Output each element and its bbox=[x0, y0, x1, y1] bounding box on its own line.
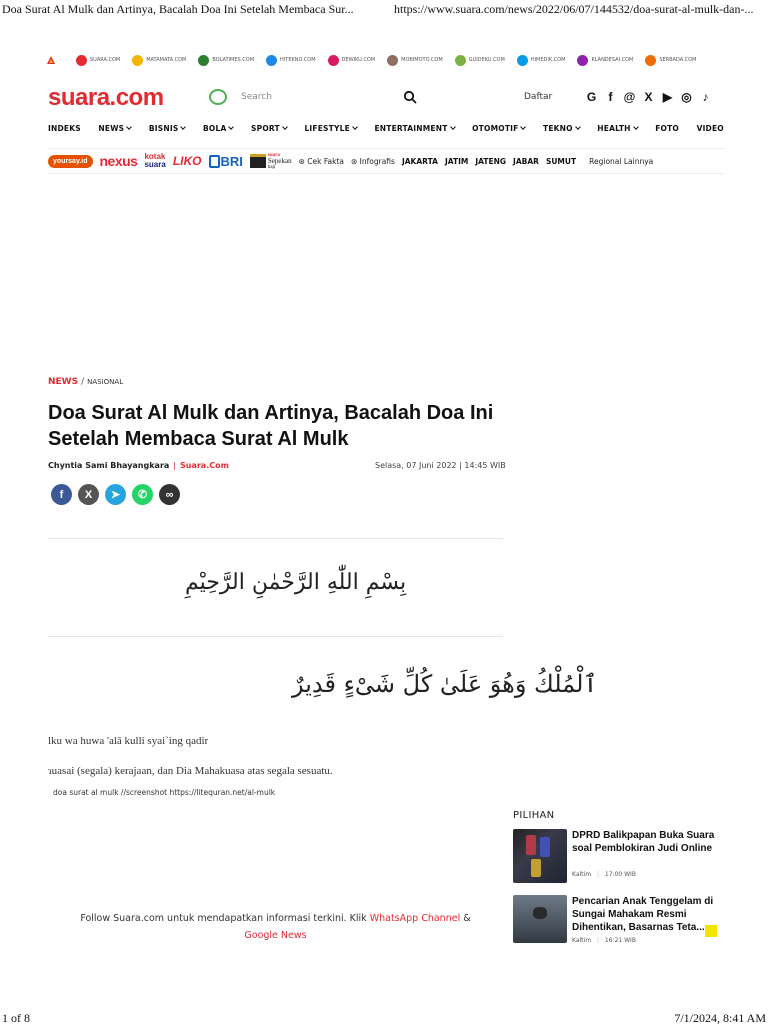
nav-item-lifestyle[interactable] bbox=[304, 124, 356, 133]
nav-item-indeks[interactable] bbox=[48, 124, 81, 133]
pilihan-meta bbox=[572, 871, 636, 878]
sepekan-haji-line3: haji bbox=[267, 164, 276, 170]
byline bbox=[48, 461, 229, 470]
network-logo-icon[interactable] bbox=[46, 55, 56, 65]
nav-item-label: LIFESTYLE bbox=[304, 124, 350, 133]
pilihan-time: 17:00 WIB bbox=[604, 871, 636, 878]
bri-logo-text: BRI bbox=[220, 153, 243, 169]
meta-separator: | bbox=[596, 937, 599, 943]
whatsapp-channel-link[interactable]: WhatsApp Channel bbox=[369, 913, 461, 924]
nav-item-label: NEWS bbox=[98, 124, 125, 133]
network-site-link[interactable] bbox=[198, 55, 254, 66]
share-buttons bbox=[51, 484, 180, 505]
share-copy-link-icon[interactable]: ∞ bbox=[159, 484, 180, 505]
network-site-link[interactable] bbox=[517, 55, 566, 66]
phone-screen bbox=[526, 835, 536, 855]
print-datetime: 7/1/2024, 8:41 AM bbox=[674, 1011, 766, 1024]
network-site-label: KLANDESAI.COM bbox=[591, 57, 634, 63]
kotak-suara-logo-line1: kotak bbox=[144, 152, 166, 161]
search-input[interactable]: Search bbox=[241, 92, 272, 102]
network-site-label: HITEKNO.COM bbox=[280, 57, 316, 63]
network-site-label: BOLATIMES.COM bbox=[212, 57, 255, 63]
network-site-label: SUARA.COM bbox=[90, 57, 121, 63]
pilihan-source: Kaltim bbox=[572, 871, 592, 878]
meta-separator: | bbox=[596, 871, 599, 878]
nav-item-label: BISNIS bbox=[148, 124, 179, 133]
share-facebook-icon[interactable]: f bbox=[51, 484, 72, 505]
share-telegram-icon[interactable]: ➤ bbox=[105, 484, 126, 505]
follow-notice bbox=[48, 910, 503, 944]
article-source[interactable]: Suara.Com bbox=[180, 461, 229, 470]
sub-nav bbox=[48, 148, 724, 174]
infografis-icon: ⊛ bbox=[350, 156, 358, 166]
print-page-title: Doa Surat Al Mulk dan Artinya, Bacalah Doa Ini Setelah Membaca Sur... bbox=[2, 2, 354, 16]
verse-latin-text: lku wa huwa 'alā kulli syai`ing qadir bbox=[48, 735, 209, 747]
nav-item-entertainment[interactable] bbox=[374, 124, 454, 133]
chevron-down-icon bbox=[126, 124, 132, 130]
cek-fakta-label: Cek Fakta bbox=[307, 156, 344, 166]
liko-logo[interactable]: LIKO bbox=[172, 154, 202, 168]
tiktok-icon[interactable]: ♪ bbox=[702, 89, 709, 104]
verse-arabic-text: ٱلْمُلْكُ وَهُوَ عَلَىٰ كُلِّ شَىْءٍ قَدِيرٌ bbox=[292, 670, 598, 698]
threads-icon[interactable]: @ bbox=[623, 89, 636, 104]
facebook-icon[interactable]: f bbox=[608, 89, 613, 104]
network-site-link[interactable] bbox=[328, 55, 376, 66]
verse-translation-text: ɿuasai (segala) kerajaan, dan Dia Mahakuasa atas segala sesuatu. bbox=[48, 765, 333, 777]
network-site-link[interactable] bbox=[577, 55, 633, 66]
region-jateng[interactable]: JATENG bbox=[475, 156, 507, 166]
nav-item-label: OTOMOTIF bbox=[472, 124, 519, 133]
nav-item-label: VIDEO bbox=[696, 124, 724, 133]
sepekan-haji-text bbox=[268, 153, 292, 170]
infografis-label: Infografis bbox=[359, 156, 395, 166]
network-site-link[interactable] bbox=[645, 55, 696, 66]
breadcrumb bbox=[48, 377, 123, 387]
image-caption: doa surat al mulk //screenshot https://litequran.net/al-mulk bbox=[53, 788, 276, 797]
phone-screen bbox=[531, 859, 541, 877]
bri-mark-icon bbox=[209, 155, 220, 168]
pilihan-heading: PILIHAN bbox=[513, 810, 555, 821]
highlight-marker bbox=[705, 925, 717, 937]
bismillah-text: بِسْمِ اللّٰهِ الرَّحْمٰنِ الرَّحِيْمِ bbox=[185, 570, 407, 595]
region-jakarta[interactable]: JAKARTA bbox=[401, 156, 438, 166]
brand-badge-icon bbox=[209, 89, 227, 105]
kotak-suara-logo-line2: suara bbox=[144, 160, 166, 169]
nav-item-label: INDEKS bbox=[48, 124, 81, 133]
follow-amp: & bbox=[463, 913, 471, 924]
network-site-icon bbox=[132, 55, 143, 66]
kaaba-icon bbox=[250, 154, 266, 168]
nav-item-label: BOLA bbox=[202, 124, 227, 133]
share-x-icon[interactable]: X bbox=[78, 484, 99, 505]
network-site-icon bbox=[517, 55, 528, 66]
chevron-down-icon bbox=[575, 124, 581, 130]
network-site-label: MOBIMOTO.COM bbox=[401, 57, 443, 63]
chevron-down-icon bbox=[633, 124, 639, 130]
network-site-icon bbox=[387, 55, 398, 66]
pilihan-time: 16:21 WIB bbox=[604, 937, 636, 943]
network-site-link[interactable] bbox=[455, 55, 505, 66]
chevron-down-icon bbox=[229, 124, 235, 130]
network-site-label: GUIDEKU.COM bbox=[468, 57, 505, 63]
author-name[interactable]: Chyntia Sami Bhayangkara bbox=[48, 461, 170, 470]
nav-item-bola[interactable] bbox=[203, 124, 233, 133]
network-site-icon bbox=[328, 55, 339, 66]
nav-item-bisnis[interactable] bbox=[149, 124, 186, 133]
main-nav bbox=[48, 124, 724, 133]
sepekan-haji-line1: suara bbox=[267, 152, 280, 158]
pilihan-thumbnail[interactable] bbox=[513, 895, 567, 943]
phone-screen bbox=[540, 837, 550, 857]
follow-text: Follow Suara.com untuk mendapatkan informasi terkini. Klik bbox=[80, 913, 367, 924]
breadcrumb-separator: / bbox=[81, 377, 85, 387]
nav-item-label: SPORT bbox=[251, 124, 280, 133]
cek-fakta-link[interactable] bbox=[299, 157, 344, 166]
network-site-label: HIMEDIK.COM bbox=[530, 57, 566, 63]
chevron-down-icon bbox=[521, 124, 527, 130]
nav-item-label: ENTERTAINMENT bbox=[374, 124, 448, 133]
search-icon[interactable] bbox=[403, 90, 417, 104]
network-site-icon bbox=[577, 55, 588, 66]
nav-item-news[interactable] bbox=[98, 124, 131, 133]
pilihan-title[interactable]: DPRD Balikpapan Buka Suara soal Pemblokiran Judi Online bbox=[572, 830, 715, 854]
nav-item-label: HEALTH bbox=[597, 124, 631, 133]
rescuer-figure bbox=[533, 907, 547, 919]
pilihan-item[interactable] bbox=[513, 895, 725, 943]
instagram-icon[interactable]: ◎ bbox=[681, 89, 692, 104]
nav-item-tekno[interactable] bbox=[543, 124, 580, 133]
kotak-suara-logo[interactable] bbox=[144, 153, 165, 169]
publish-date: Selasa, 07 Juni 2022 | 14:45 WIB bbox=[375, 461, 506, 470]
nav-item-foto[interactable] bbox=[655, 124, 679, 133]
cek-fakta-icon: ⊛ bbox=[298, 156, 305, 166]
region-sumut[interactable]: SUMUT bbox=[545, 156, 577, 166]
sepekan-haji-line2: Sepekan bbox=[267, 156, 292, 165]
network-site-label: SERBADA.COM bbox=[659, 57, 697, 63]
network-site-link[interactable] bbox=[76, 55, 120, 66]
breadcrumb-news[interactable]: NEWS bbox=[48, 377, 79, 387]
network-site-icon bbox=[645, 55, 656, 66]
regional-lainnya-link[interactable]: Regional Lainnya bbox=[589, 156, 654, 166]
nav-item-label: TEKNO bbox=[543, 124, 573, 133]
infografis-link[interactable] bbox=[351, 157, 395, 166]
share-whatsapp-icon[interactable]: ✆ bbox=[132, 484, 153, 505]
chevron-down-icon bbox=[282, 124, 288, 130]
network-site-label: DEWIKU.COM bbox=[341, 57, 376, 63]
network-site-link[interactable] bbox=[387, 55, 443, 66]
print-page-number: 1 of 8 bbox=[2, 1011, 30, 1024]
chevron-down-icon bbox=[450, 124, 456, 130]
network-site-icon bbox=[266, 55, 277, 66]
print-page-url: https://www.suara.com/news/2022/06/07/144532/doa-surat-al-mulk-dan-... bbox=[394, 2, 754, 16]
pilihan-source: Kaltim bbox=[572, 937, 592, 943]
register-link[interactable]: Daftar bbox=[524, 92, 553, 102]
pilihan-title[interactable]: Pencarian Anak Tenggelam di Sungai Mahakam Resmi Dihentikan, Basarnas Teta... bbox=[572, 896, 714, 933]
pilihan-item[interactable] bbox=[513, 829, 725, 885]
divider bbox=[48, 538, 503, 539]
network-site-icon bbox=[76, 55, 87, 66]
breadcrumb-nasional[interactable]: NASIONAL bbox=[87, 378, 124, 386]
nav-item-sport[interactable] bbox=[251, 124, 287, 133]
network-bar bbox=[46, 52, 726, 68]
chevron-down-icon bbox=[181, 124, 187, 130]
print-header bbox=[0, 0, 768, 20]
social-links bbox=[585, 90, 712, 103]
chevron-down-icon bbox=[352, 124, 358, 130]
byline-separator: | bbox=[173, 461, 176, 470]
nav-item-health[interactable] bbox=[597, 124, 637, 133]
bri-logo[interactable] bbox=[209, 154, 243, 169]
region-jatim[interactable]: JATIM bbox=[444, 156, 469, 166]
network-site-icon bbox=[198, 55, 209, 66]
network-site-label: MATAMATA.COM bbox=[146, 57, 187, 63]
google-news-link[interactable]: Google News bbox=[244, 930, 307, 941]
article-title: Doa Surat Al Mulk dan Artinya, Bacalah Doa Ini Setelah Membaca Surat Al Mulk bbox=[48, 402, 494, 450]
nav-item-video[interactable] bbox=[697, 124, 724, 133]
network-site-icon bbox=[455, 55, 466, 66]
pilihan-meta bbox=[572, 937, 636, 943]
nexus-logo[interactable]: nexus bbox=[99, 153, 138, 169]
x-icon[interactable]: X bbox=[644, 89, 653, 104]
network-site-link[interactable] bbox=[266, 55, 316, 66]
site-logo[interactable]: suara.com bbox=[48, 84, 164, 111]
region-jabar[interactable]: JABAR bbox=[513, 156, 539, 166]
network-site-link[interactable] bbox=[132, 55, 186, 66]
divider bbox=[48, 636, 503, 637]
nav-item-otomotif[interactable] bbox=[472, 124, 525, 133]
pilihan-thumbnail[interactable] bbox=[513, 829, 567, 883]
google-news-icon[interactable]: G bbox=[586, 89, 597, 104]
youtube-icon[interactable]: ▶ bbox=[662, 89, 673, 104]
sepekan-haji-logo[interactable] bbox=[250, 153, 292, 170]
nav-item-label: FOTO bbox=[655, 124, 679, 133]
yoursay-logo[interactable]: yoursay.id bbox=[48, 155, 93, 168]
